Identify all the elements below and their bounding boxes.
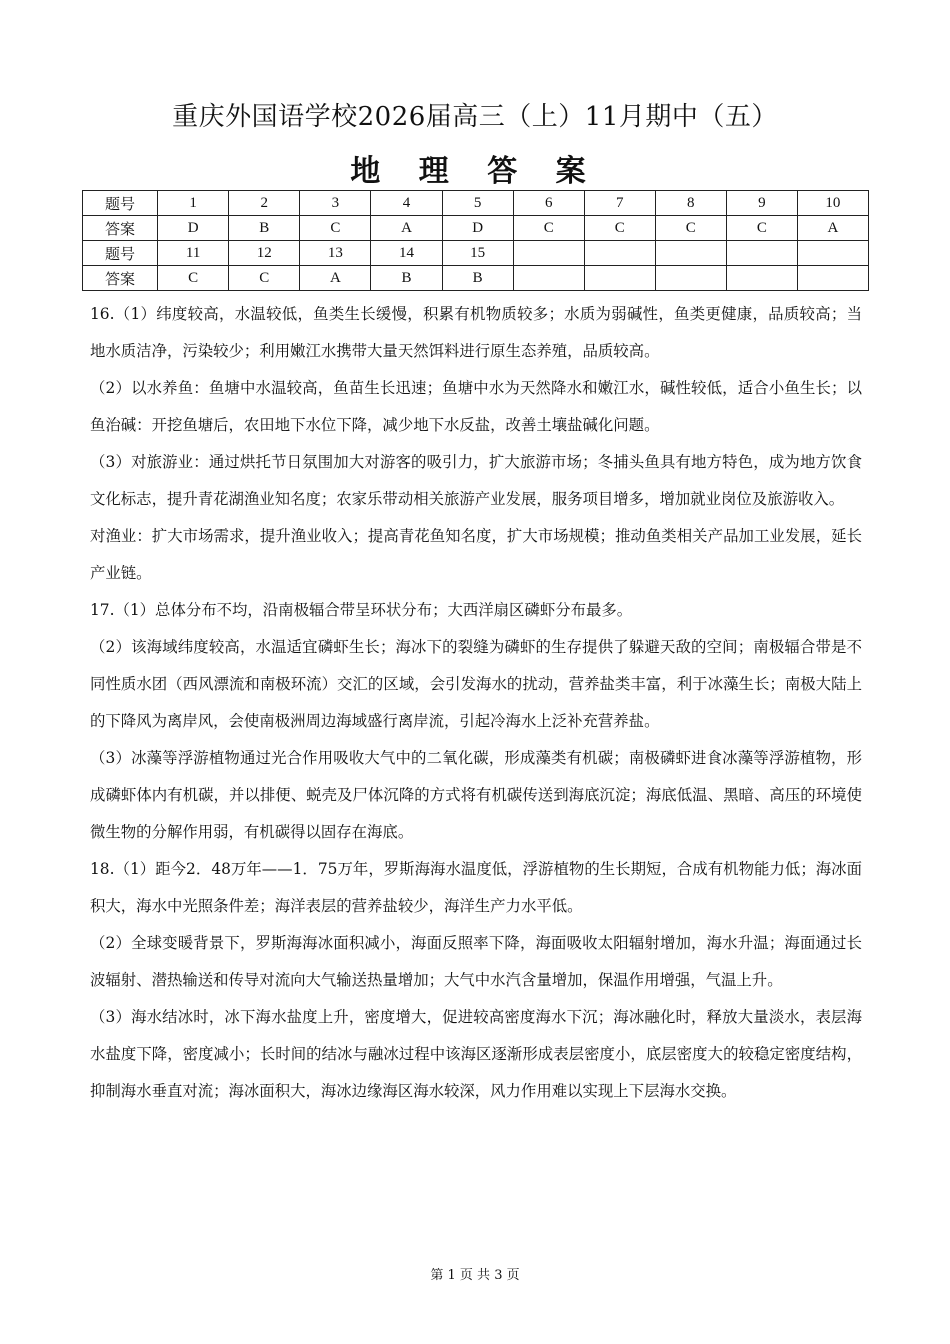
table-cell: 13 [300, 241, 371, 266]
table-cell [797, 241, 868, 266]
table-cell: 12 [229, 241, 300, 266]
table-cell: 8 [655, 191, 726, 216]
answer-paragraph: 18.（1）距今2．48万年——1．75万年，罗斯海海水温度低，浮游植物的生长期短，合成有机物能力低；海冰面积大，海水中光照条件差；海洋表层的营养盐较少，海洋生产力水平低。 [90, 860, 862, 915]
table-cell: 9 [726, 191, 797, 216]
table-cell: 题号 [83, 241, 158, 266]
table-cell: C [655, 216, 726, 241]
table-cell: 1 [158, 191, 229, 216]
table-cell: 7 [584, 191, 655, 216]
table-cell [726, 266, 797, 291]
table-cell: 4 [371, 191, 442, 216]
table-cell: 15 [442, 241, 513, 266]
answer-body [90, 296, 862, 1110]
table-cell: D [442, 216, 513, 241]
table-cell: C [584, 216, 655, 241]
table-cell: C [726, 216, 797, 241]
table-row [83, 216, 869, 241]
table-cell: 10 [797, 191, 868, 216]
table-cell: 3 [300, 191, 371, 216]
table-cell: 答案 [83, 216, 158, 241]
table-row [83, 266, 869, 291]
answer-table [82, 190, 869, 291]
table-cell: A [371, 216, 442, 241]
answer-paragraph: （2）全球变暖背景下，罗斯海海冰面积减小，海面反照率下降，海面吸收太阳辐射增加，海水升温；海面通过长波辐射、潜热输送和传导对流向大气输送热量增加；大气中水汽含量增加，保温作用增强，气温上升。 [90, 934, 862, 989]
table-cell [513, 241, 584, 266]
table-cell: D [158, 216, 229, 241]
table-cell: C [229, 266, 300, 291]
answer-paragraph: （2）以水养鱼：鱼塘中水温较高，鱼苗生长迅速；鱼塘中水为天然降水和嫩江水，碱性较低，适合小鱼生长；以鱼治碱：开挖鱼塘后，农田地下水位下降，减少地下水反盐，改善土壤盐碱化问题。 [90, 379, 862, 434]
table-cell: 6 [513, 191, 584, 216]
table-cell: B [229, 216, 300, 241]
table-cell: C [158, 266, 229, 291]
table-cell [797, 266, 868, 291]
table-cell [726, 241, 797, 266]
table-cell [655, 241, 726, 266]
table-cell: 答案 [83, 266, 158, 291]
table-cell [513, 266, 584, 291]
answer-paragraph: 17.（1）总体分布不均，沿南极辐合带呈环状分布；大西洋扇区磷虾分布最多。 [90, 601, 633, 619]
table-cell: 5 [442, 191, 513, 216]
answer-paragraph: （3）海水结冰时，冰下海水盐度上升，密度增大，促进较高密度海水下沉；海冰融化时，释放大量淡水，表层海水盐度下降，密度减小；长时间的结冰与融冰过程中该海区逐渐形成表层密度小，底层密度大的较稳定密度结构，抑制海水垂直对流；海冰面积大，海冰边缘海区海水较深，风力作用难以实现上下层海水交换。 [90, 1008, 862, 1100]
page-subtitle: 地 理 答 案 [350, 154, 600, 189]
page-title: 重庆外国语学校2026届高三（上）11月期中（五） [172, 102, 778, 132]
table-cell: C [513, 216, 584, 241]
table-cell: A [797, 216, 868, 241]
answer-paragraph: 16.（1）纬度较高，水温较低，鱼类生长缓慢，积累有机物质较多；水质为弱碱性，鱼类更健康，品质较高；当地水质洁净，污染较少；利用嫩江水携带大量天然饵料进行原生态养殖，品质较高。 [90, 305, 862, 360]
table-cell: C [300, 216, 371, 241]
answer-paragraph: （3）冰藻等浮游植物通过光合作用吸收大气中的二氧化碳，形成藻类有机碳；南极磷虾进食冰藻等浮游植物，形成磷虾体内有机碳，并以排便、蜕壳及尸体沉降的方式将有机碳传送到海底沉淀；海底低温、黑暗、高压的环境使微生物的分解作用弱，有机碳得以固存在海底。 [90, 749, 862, 841]
answer-paragraph: （3）对旅游业：通过烘托节日氛围加大对游客的吸引力，扩大旅游市场；冬捕头鱼具有地方特色，成为地方饮食文化标志，提升青花湖渔业知名度；农家乐带动相关旅游产业发展，服务项目增多，增加就业岗位及旅游收入。 [90, 453, 862, 508]
table-cell: 2 [229, 191, 300, 216]
page-footer: 第 1 页 共 3 页 [430, 1268, 520, 1283]
answer-paragraph: 对渔业：扩大市场需求，提升渔业收入；提高青花鱼知名度，扩大市场规模；推动鱼类相关产品加工业发展，延长产业链。 [90, 527, 862, 582]
table-row [83, 241, 869, 266]
table-cell: B [442, 266, 513, 291]
table-row [83, 191, 869, 216]
answer-paragraph: （2）该海域纬度较高，水温适宜磷虾生长；海冰下的裂缝为磷虾的生存提供了躲避天敌的空间；南极辐合带是不同性质水团（西风漂流和南极环流）交汇的区域，会引发海水的扰动，营养盐类丰富，利于冰藻生长；南极大陆上的下降风为离岸风，会使南极洲周边海域盛行离岸流，引起冷海水上泛补充营养盐。 [90, 638, 862, 730]
table-cell: 14 [371, 241, 442, 266]
table-cell [584, 241, 655, 266]
table-cell: A [300, 266, 371, 291]
table-cell: 11 [158, 241, 229, 266]
table-cell [655, 266, 726, 291]
table-cell: B [371, 266, 442, 291]
table-cell: 题号 [83, 191, 158, 216]
table-cell [584, 266, 655, 291]
